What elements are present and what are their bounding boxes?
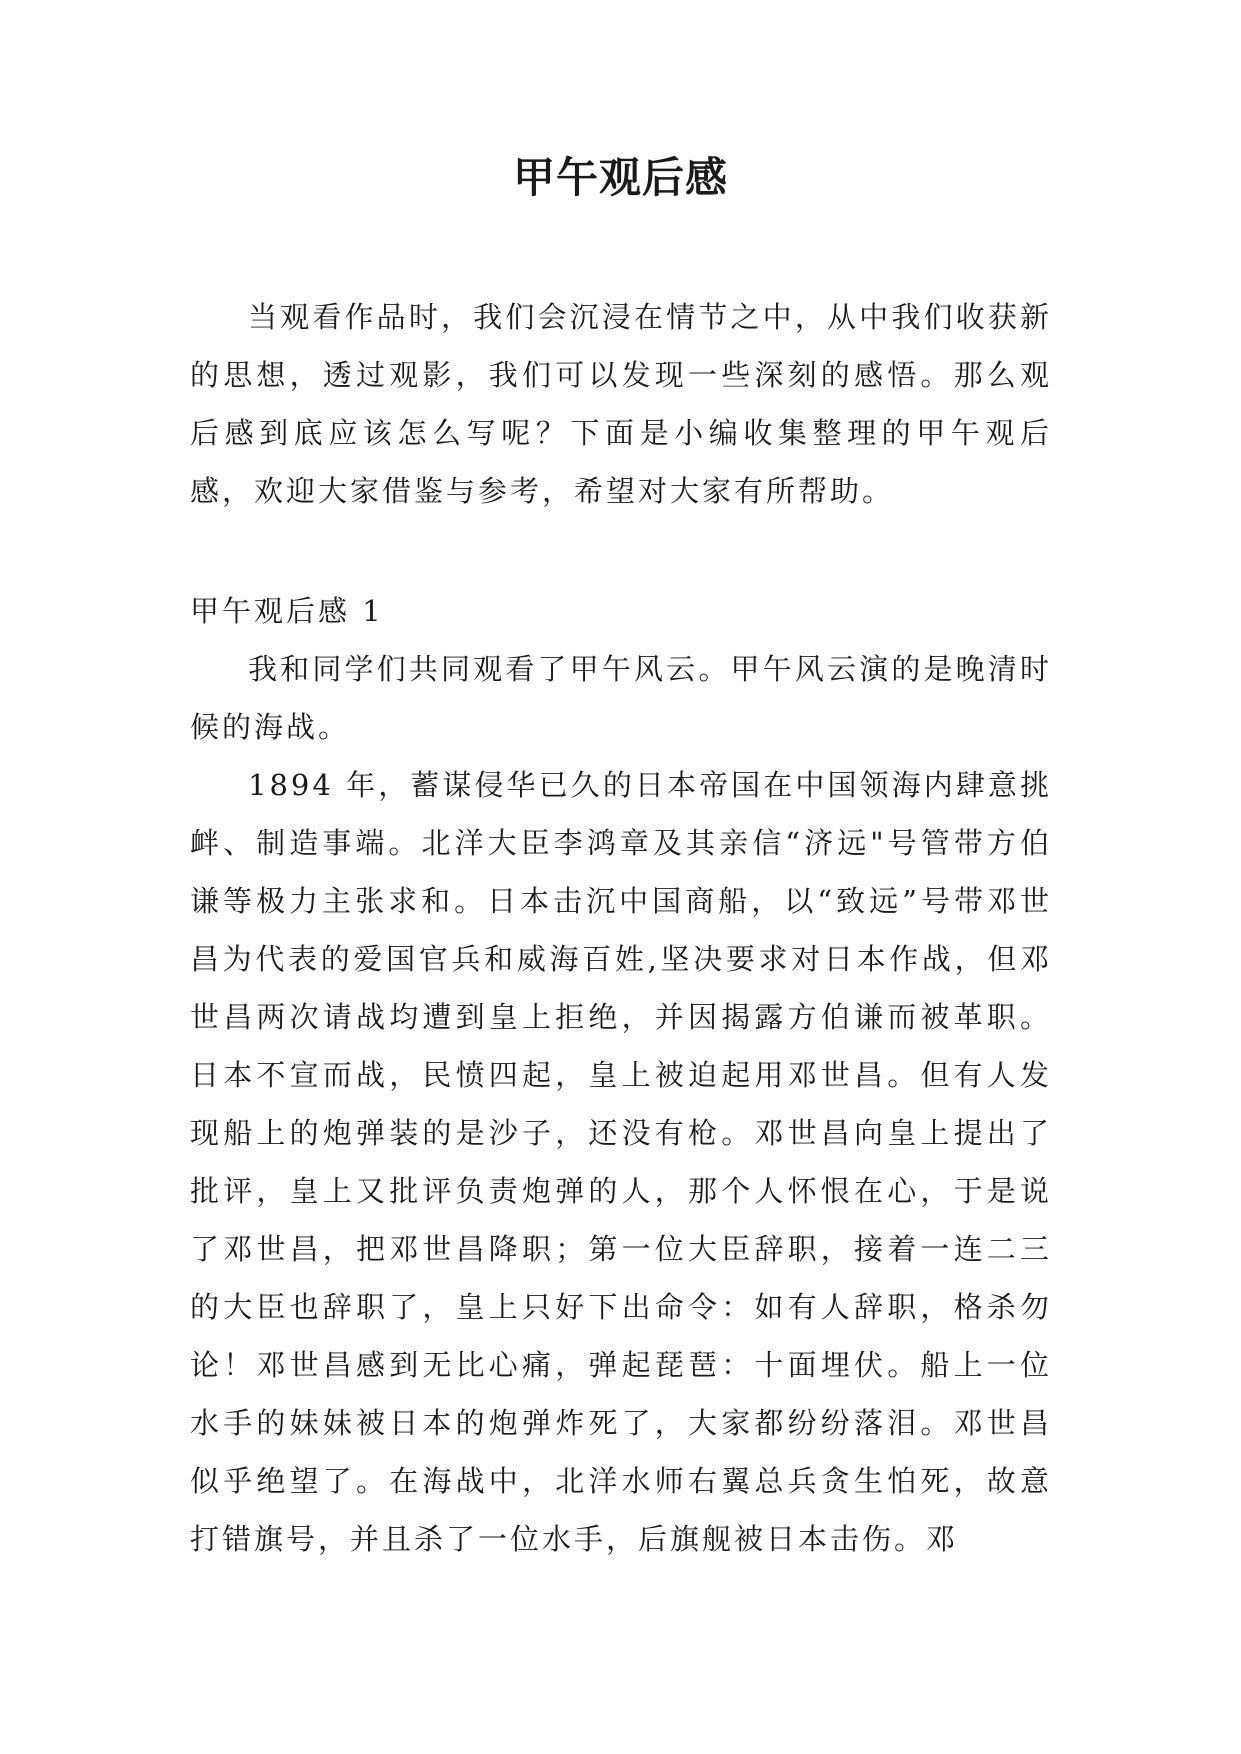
intro-paragraph: 当观看作品时，我们会沉浸在情节之中，从中我们收获新的思想，透过观影，我们可以发现一些深刻的感悟。那么观后感到底应该怎么写呢？下面是小编收集整理的甲午观后感，欢迎大家借鉴与参考，希望对大家有所帮助。 [190,300,1052,508]
section-paragraph-2: 1894 年，蓄谋侵华已久的日本帝国在中国领海内肆意挑衅、制造事端。北洋大臣李鸿章及其亲信“济远"号管带方伯谦等极力主张求和。日本击沉中国商船，以“致远”号带邓世昌为代表的爱国官兵和威海百姓,坚决要求对日本作战，但邓世昌两次请战均遭到皇上拒绝，并因揭露方伯谦而被革职。日本不宣而战，民愤四起，皇上被迫起用邓世昌。但有人发现船上的炮弹装的是沙子，还没有枪。邓世昌向皇上提出了批评，皇上又批评负责炮弹的人，那个人怀恨在心，于是说了邓世昌，把邓世昌降职；第一位大臣辞职，接着一连二三的大臣也辞职了，皇上只好下出命令：如有人辞职，格杀勿论！邓世昌感到无比心痛，弹起琵琶：十面埋伏。船上一位水手的妹妹被日本的炮弹炸死了，大家都纷纷落泪。邓世昌似乎绝望了。在海战中，北洋水师右翼总兵贪生怕死，故意打错旗号，并且杀了一位水手，后旗舰被日本击伤。邓 [190,768,1052,1556]
section-paragraph-1: 我和同学们共同观看了甲午风云。甲午风云演的是晚清时候的海战。 [190,652,1052,744]
section-1 [190,582,1052,1568]
page-title: 甲午观后感 [512,153,728,202]
section-heading: 甲午观后感 1 [190,594,384,628]
intro-block [190,288,1052,520]
